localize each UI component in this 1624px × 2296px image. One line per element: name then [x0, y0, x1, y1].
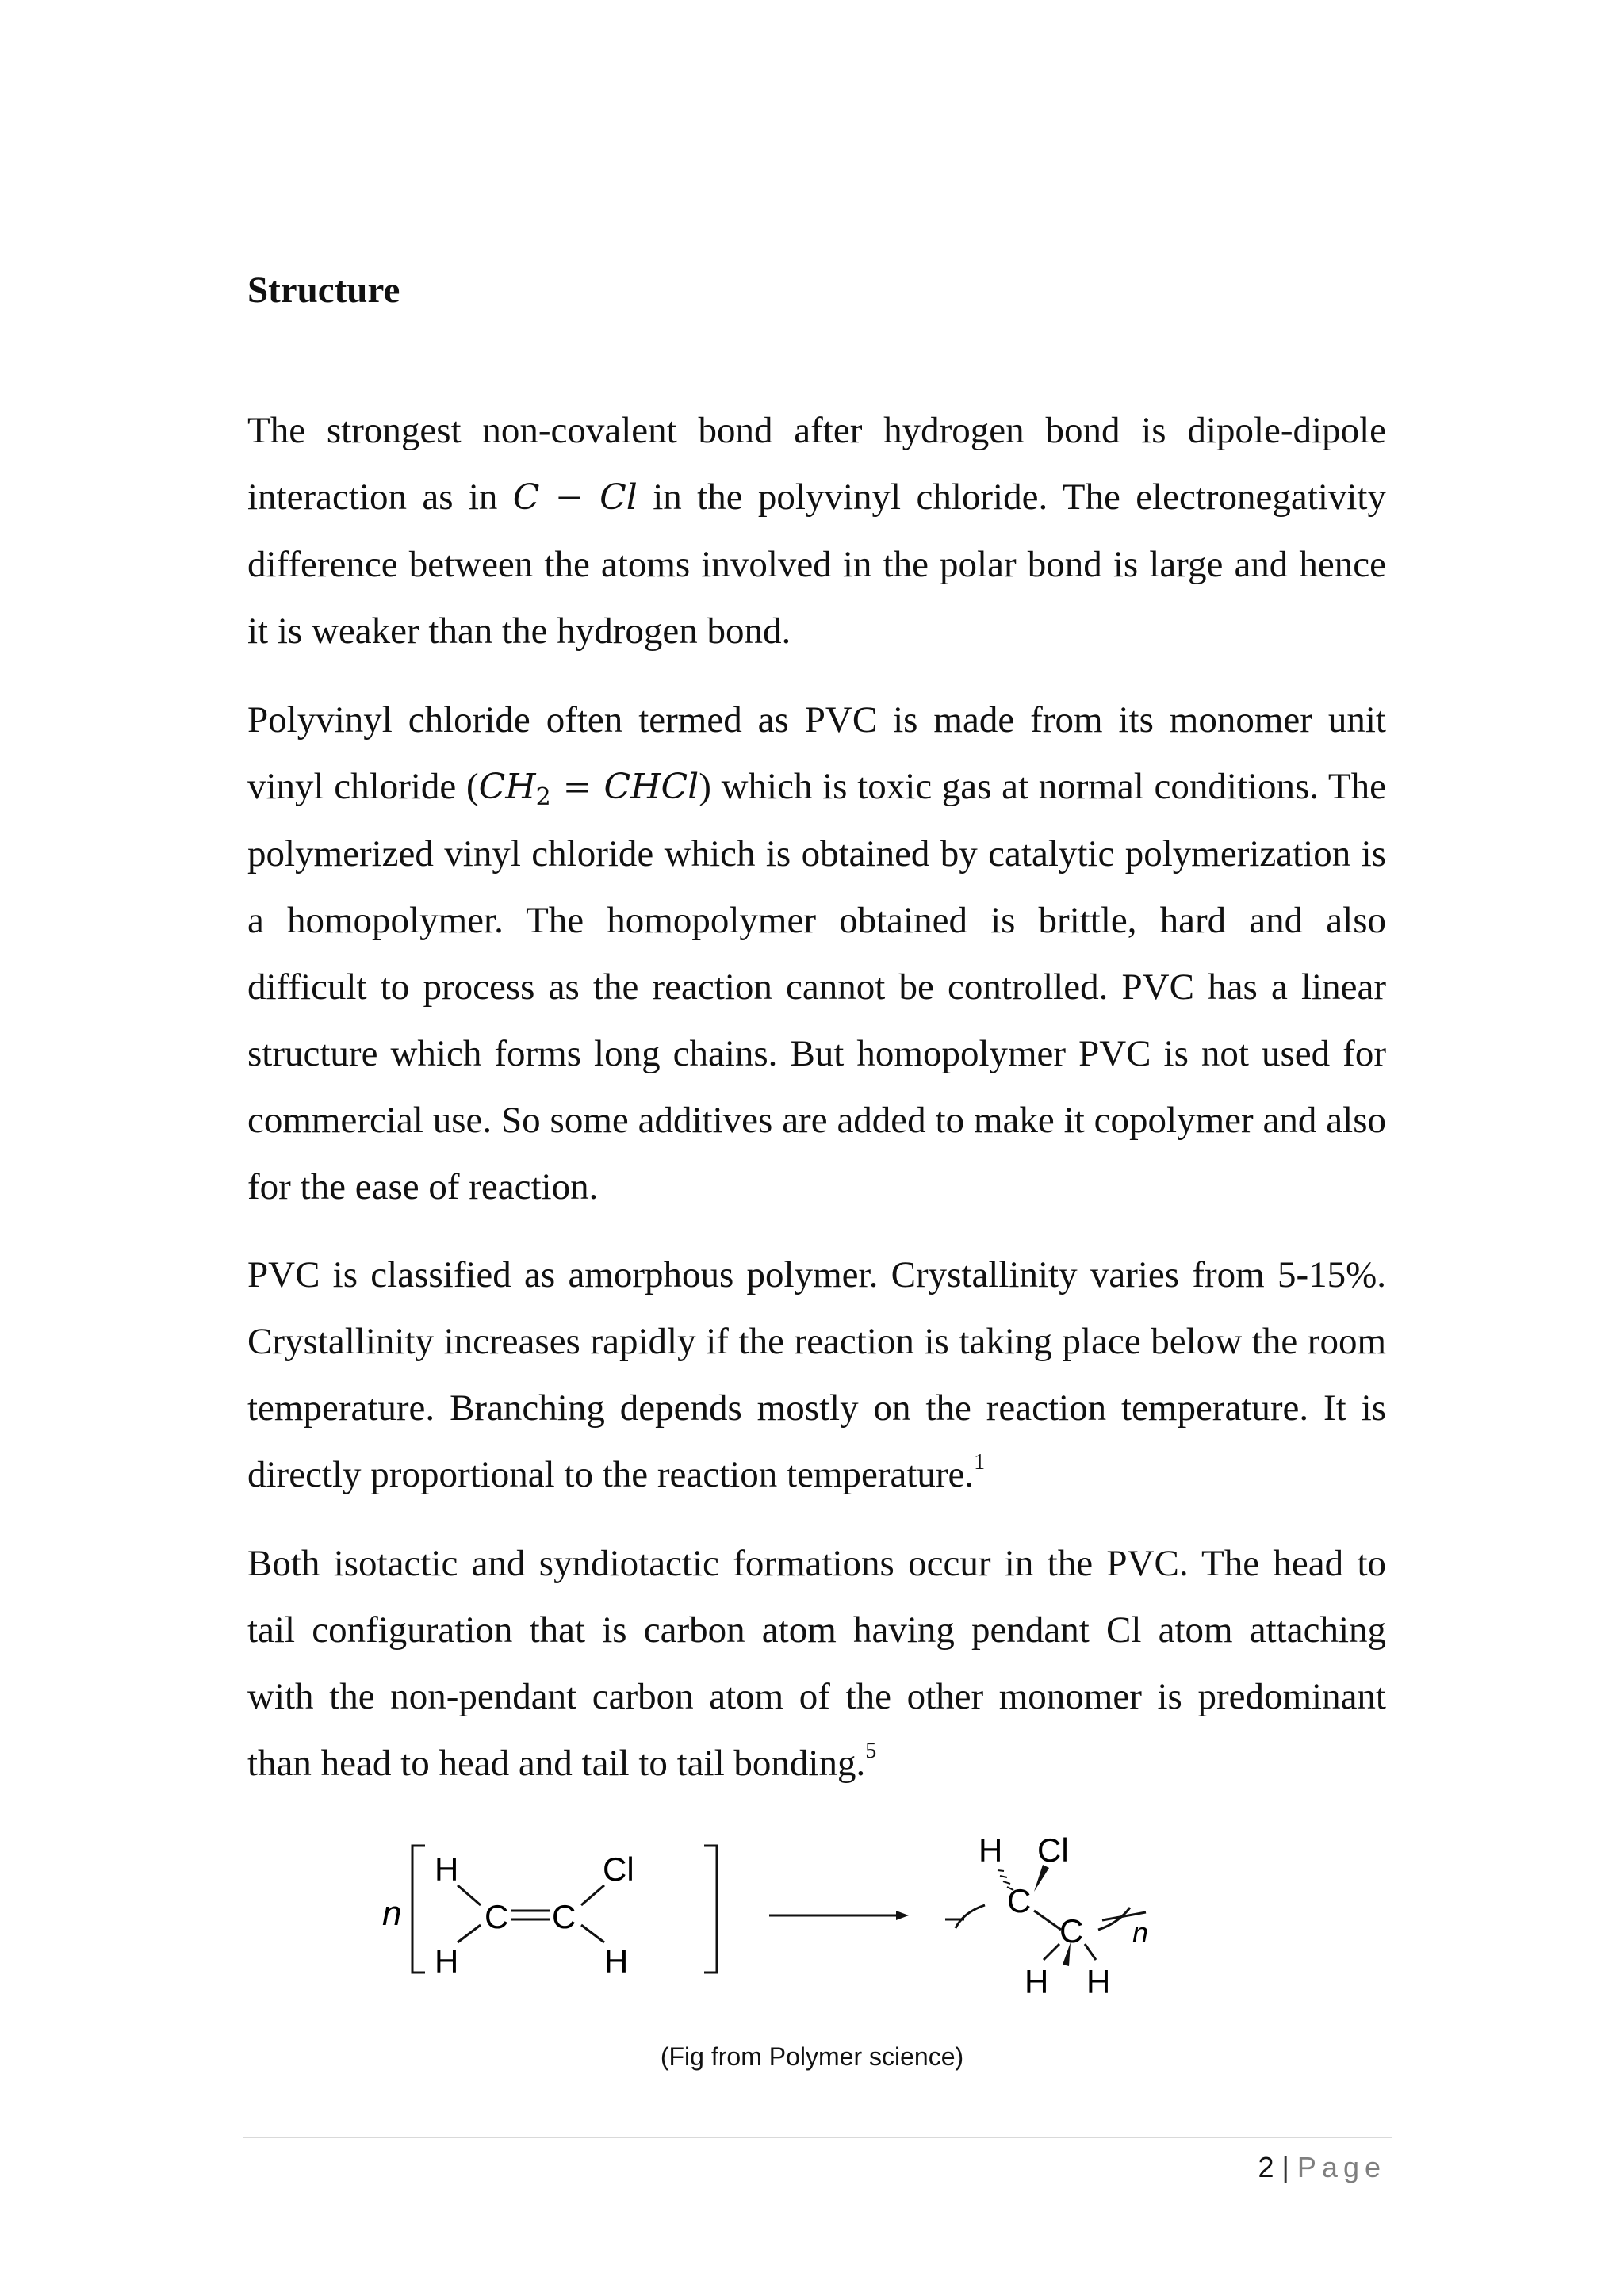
- section-heading: Structure: [247, 270, 400, 311]
- wedge-bond-c-cl: [1034, 1865, 1049, 1892]
- bond-c-cl: [581, 1885, 604, 1905]
- polymer-backbone-c-c: [1034, 1911, 1061, 1930]
- math-minus: −: [554, 477, 584, 518]
- paragraph-dipole-interaction: [247, 397, 1386, 664]
- polymerization-figure: [373, 1823, 1261, 2006]
- monomer-left-bracket: [412, 1846, 425, 1973]
- label-h-bottom-left: H: [435, 1942, 459, 1980]
- paragraph-1-text-a: The strongest non-covalent bond after hydrogen bond is dipole-dipole interaction as in: [247, 410, 1386, 518]
- polymer-subscript-n: n: [1132, 1916, 1149, 1949]
- math-carbon: C: [512, 477, 540, 518]
- label-c-left: C: [485, 1898, 509, 1935]
- label-product-c1: C: [1007, 1882, 1032, 1919]
- label-product-c2: C: [1059, 1912, 1084, 1950]
- label-h-top-left: H: [435, 1850, 459, 1888]
- bond-c2-h-left: [1044, 1944, 1059, 1960]
- label-product-h-bottom-left: H: [1025, 1963, 1049, 2000]
- math-subscript-2: 2: [535, 783, 551, 811]
- label-product-h-bottom-right: H: [1086, 1963, 1111, 2000]
- label-c-right: C: [552, 1898, 576, 1935]
- math-equals: =: [550, 767, 604, 807]
- polymer-left-parenthesis: [956, 1905, 985, 1928]
- reaction-arrow-head: [896, 1911, 909, 1920]
- label-product-h-top: H: [979, 1831, 1003, 1869]
- paragraph-2-text-b: ) which is toxic gas at normal conditions. The polymerized vinyl chloride which is obtained by catalytic polymerization is a homopolymer. The homopolymer obtained is brittle, hard and also difficult to process as the reaction cannot be controlled. PVC has a linear structure which forms long chains. But homopolymer PVC is not used for commercial use. So some additives are added to make it copolymer and also for the ease of reaction.: [247, 766, 1387, 1207]
- footnote-reference-1: 1: [974, 1450, 986, 1475]
- paragraph-1-text-b: in the polyvinyl chloride. The electronegativity difference between the atoms involved in the polar bond is large and hence it is weaker than the hydrogen bond.: [247, 476, 1386, 652]
- figure-caption: (Fig from Polymer science): [660, 2042, 964, 2071]
- monomer-right-bracket: [704, 1846, 717, 1973]
- label-h-bottom-right: H: [604, 1942, 629, 1980]
- bond-h-c-bottom-left: [458, 1925, 481, 1942]
- math-ch2: [478, 767, 551, 811]
- math-chlorine: Cl: [599, 477, 638, 518]
- bond-c2-h-right: [1085, 1944, 1096, 1960]
- paragraph-crystallinity: [247, 1242, 1386, 1508]
- paragraph-tacticity: [247, 1530, 1386, 1797]
- page-separator: |: [1281, 2151, 1289, 2183]
- paragraph-pvc-monomer: [247, 687, 1386, 1220]
- stoichiometry-n: n: [382, 1894, 402, 1933]
- math-chcl: CHCl: [603, 767, 699, 807]
- page-footer: [1258, 2150, 1387, 2185]
- footnote-reference-5: 5: [865, 1739, 877, 1763]
- bond-c-h-bottom-right: [581, 1925, 604, 1942]
- label-product-cl-top: Cl: [1037, 1831, 1069, 1869]
- label-cl-top-right: Cl: [603, 1850, 634, 1888]
- footer-divider: [243, 2137, 1392, 2138]
- bond-h-c-top-left: [458, 1885, 481, 1905]
- math-ch: CH: [478, 767, 536, 807]
- paragraph-4-text: Both isotactic and syndiotactic formations occur in the PVC. The head to tail configuration that is carbon atom having pendant Cl atom attaching with the non-pendant carbon atom of the other monomer is predominant than head to head and tail to tail bonding.: [247, 1543, 1386, 1784]
- page-number: 2: [1258, 2151, 1274, 2183]
- polymerization-scheme: [373, 1823, 1261, 2006]
- paragraph-3-text: PVC is classified as amorphous polymer. Crystallinity varies from 5-15%. Crystallinity increases rapidly if the reaction is taking place below the room temperature. Branching depends mostly on the reaction temperature. It is directly proportional to the reaction temperature.: [247, 1254, 1386, 1495]
- paragraph-2-text-a: Polyvinyl chloride often termed as PVC is made from its monomer unit vinyl chloride (: [247, 699, 1386, 807]
- page-word: Page: [1297, 2151, 1386, 2183]
